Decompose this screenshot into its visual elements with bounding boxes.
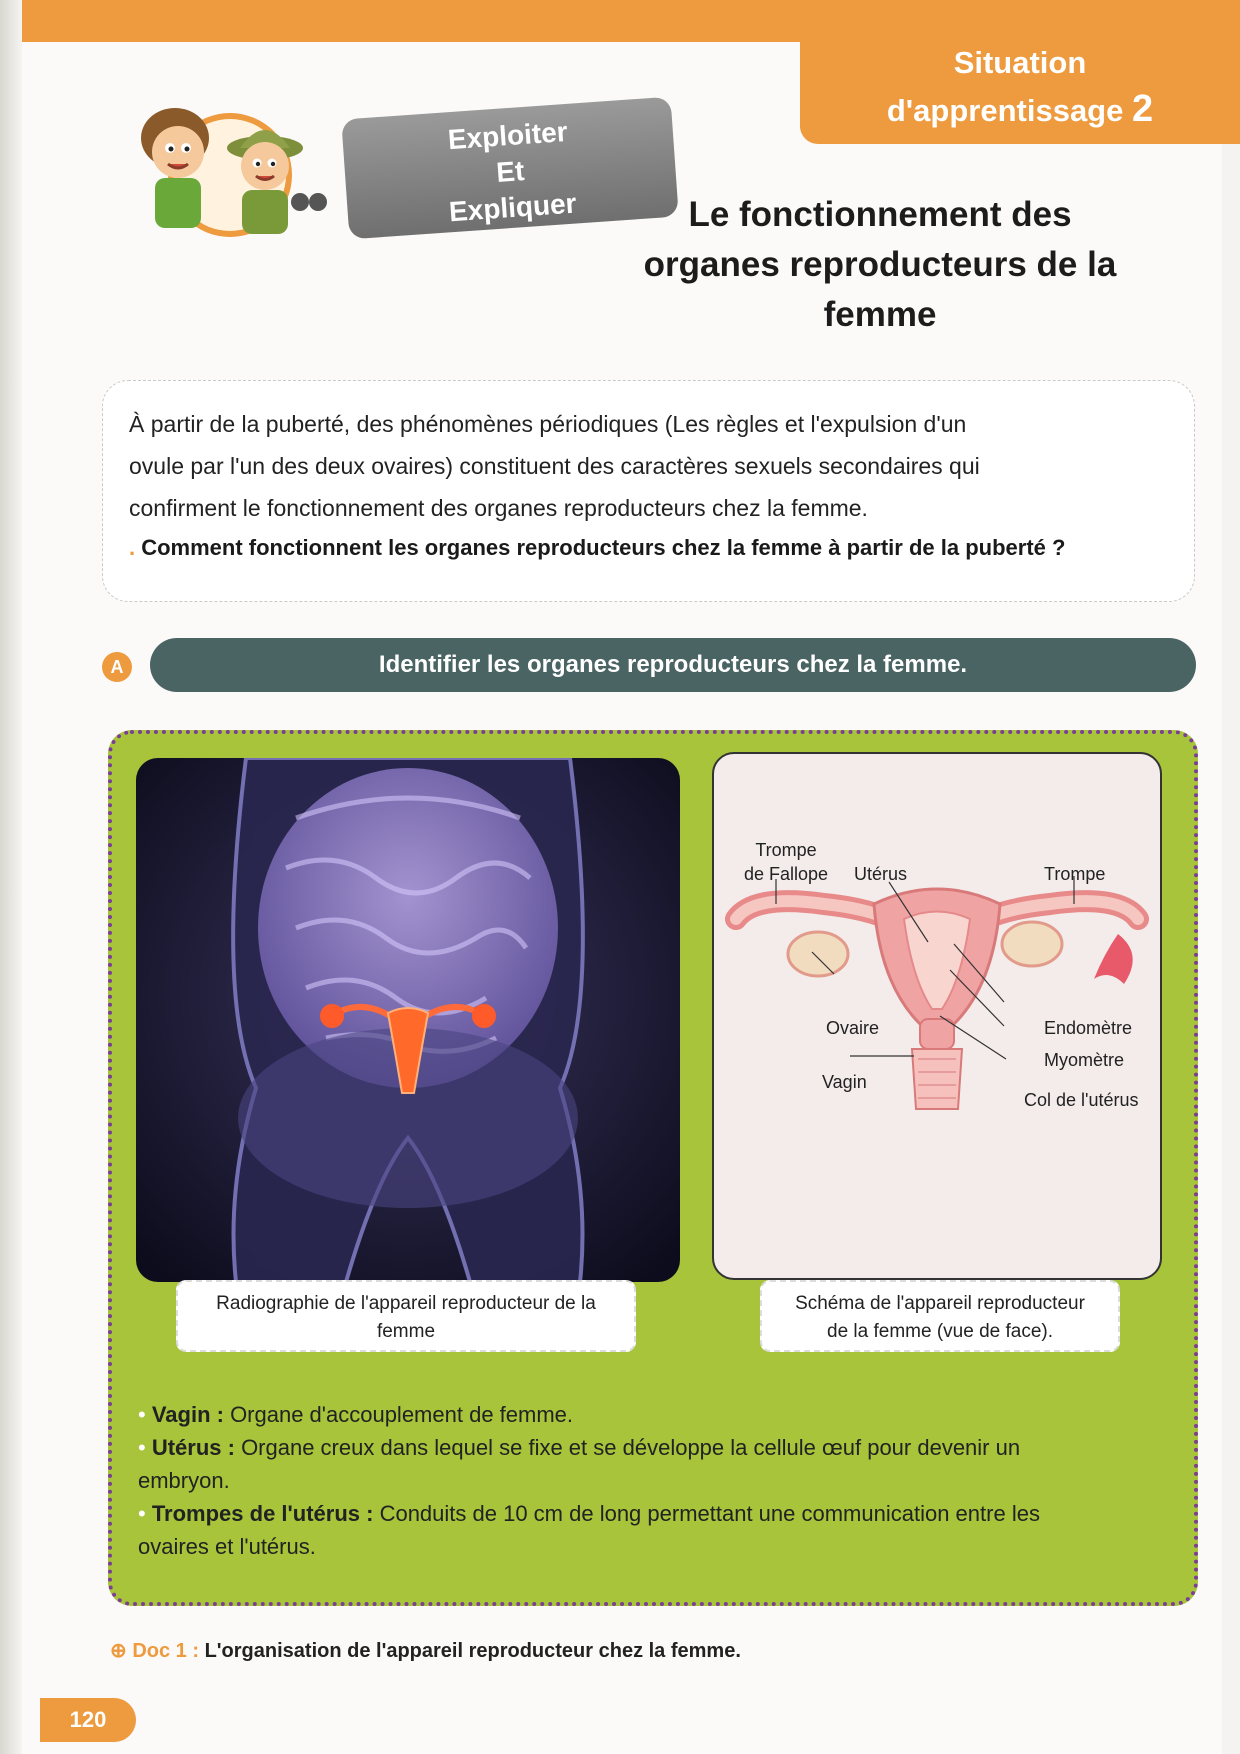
definition-trompes bbox=[138, 1497, 1158, 1530]
label-ovaire: Ovaire bbox=[826, 1018, 880, 1038]
label-trompe-fallope-1: Trompe bbox=[755, 840, 817, 860]
label-uterus: Utérus bbox=[854, 864, 908, 884]
situation-line2 bbox=[800, 86, 1240, 134]
definition-term: Vagin : bbox=[151, 1402, 224, 1427]
situation-line1: Situation bbox=[953, 45, 1087, 80]
exploit-banner bbox=[100, 90, 580, 240]
bullet-icon: • bbox=[138, 1501, 152, 1526]
exploit-line2: Et bbox=[495, 155, 526, 188]
definition-term: Utérus : bbox=[151, 1435, 235, 1460]
intro-line2: ovule par l'un des deux ovaires) constituent des caractères sexuels secondaires qui bbox=[129, 453, 980, 479]
intro-question bbox=[129, 535, 1168, 561]
definition-text: Organe d'accouplement de femme. bbox=[223, 1402, 574, 1427]
definition-uterus bbox=[138, 1431, 1158, 1464]
definition-text: Organe creux dans lequel se fixe et se développe la cellule œuf pour devenir un bbox=[234, 1435, 1021, 1460]
situation-label: d'apprentissage bbox=[886, 93, 1124, 128]
label-col-uterus: Col de l'utérus bbox=[1024, 1090, 1139, 1110]
definition-vagin bbox=[138, 1398, 1158, 1431]
definition-uterus-cont: embryon. bbox=[138, 1468, 230, 1493]
xray-caption-line2: femme bbox=[376, 1321, 436, 1342]
definition-term: Trompes de l'utérus : bbox=[151, 1501, 374, 1526]
schema-caption-line1: Schéma de l'appareil reproducteur bbox=[795, 1293, 1085, 1314]
page-number: 120 bbox=[40, 1698, 136, 1742]
definition-trompes-cont: ovaires et l'utérus. bbox=[138, 1534, 316, 1559]
xray-caption bbox=[176, 1280, 636, 1352]
situation-tab bbox=[800, 36, 1240, 144]
intro-line3: confirment le fonctionnement des organes reproducteurs chez la femme. bbox=[129, 495, 868, 521]
doc-title: L'organisation de l'appareil reproducteur chez la femme. bbox=[204, 1640, 741, 1662]
schema-caption bbox=[760, 1280, 1120, 1352]
bullet-icon: • bbox=[138, 1435, 152, 1460]
mascots-illustration bbox=[100, 90, 340, 240]
doc-number: Doc 1 : bbox=[132, 1640, 200, 1662]
title-line3: femme bbox=[823, 295, 937, 334]
doc-caption bbox=[110, 1638, 741, 1663]
xray-image bbox=[136, 758, 680, 1282]
question-text: Comment fonctionnent les organes reproducteurs chez la femme à partir de la puberté ? bbox=[141, 535, 1066, 560]
definitions-list bbox=[138, 1398, 1158, 1563]
exploit-line1: Exploiter bbox=[446, 115, 569, 156]
label-endometre: Endomètre bbox=[1044, 1018, 1133, 1038]
label-trompe-fallope bbox=[744, 838, 828, 886]
section-a-badge: A bbox=[102, 652, 132, 682]
schema-caption-line2: de la femme (vue de face). bbox=[827, 1321, 1053, 1342]
bullet-icon: . bbox=[129, 535, 142, 560]
title-line2: organes reproducteurs de la bbox=[643, 245, 1117, 284]
xray-caption-line1: Radiographie de l'appareil reproducteur de la bbox=[216, 1293, 596, 1314]
label-vagin: Vagin bbox=[822, 1072, 867, 1092]
label-trompe: Trompe bbox=[1044, 864, 1106, 884]
bullet-icon: • bbox=[138, 1402, 152, 1427]
intro-line1: À partir de la puberté, des phénomènes périodiques (Les règles et l'expulsion d'un bbox=[129, 411, 967, 437]
section-a-title: Identifier les organes reproducteurs chez la femme. bbox=[150, 638, 1196, 692]
definition-text: Conduits de 10 cm de long permettant une communication entre les bbox=[373, 1501, 1040, 1526]
title-line1: Le fonctionnement des bbox=[688, 195, 1072, 234]
arrow-up-circle-icon: ⊕ bbox=[110, 1640, 133, 1662]
situation-number: 2 bbox=[1131, 88, 1154, 130]
exploit-line3: Expliquer bbox=[448, 187, 578, 228]
schema-diagram bbox=[712, 752, 1162, 1280]
intro-box bbox=[102, 380, 1195, 602]
label-myometre: Myomètre bbox=[1044, 1050, 1125, 1070]
page-title bbox=[560, 190, 1200, 340]
label-trompe-fallope-2: de Fallope bbox=[744, 864, 829, 884]
